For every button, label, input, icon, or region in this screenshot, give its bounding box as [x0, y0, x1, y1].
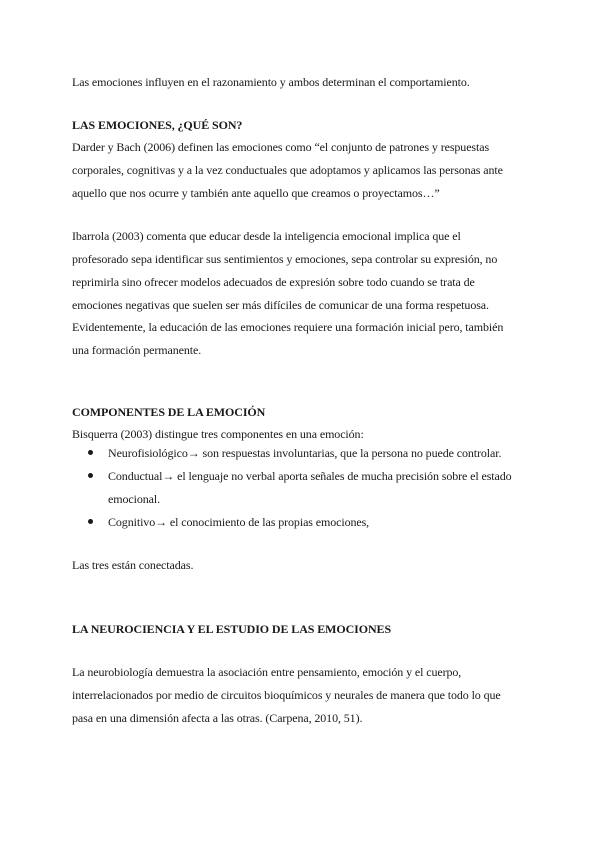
list-item: Neurofisiológico→ son respuestas involuntarias, que la persona no puede controlar. [108, 446, 502, 460]
bullet-icon [88, 473, 93, 478]
section-heading-neurociencia: LA NEUROCIENCIA Y EL ESTUDIO DE LAS EMOCIONES [72, 622, 392, 636]
paragraph-line: Las tres están conectadas. [72, 558, 194, 572]
paragraph-line: corporales, cognitivas y a la vez conductuales que adoptamos y aplicamos las personas ante [72, 163, 503, 177]
paragraph-line: Darder y Bach (2006) definen las emociones como “el conjunto de patrones y respuestas [72, 140, 490, 154]
paragraph-line: reprimirla sino ofrecer modelos adecuados de expresión sobre todo cuando se trata de [72, 275, 475, 289]
list-item: Cognitivo→ el conocimiento de las propias emociones, [108, 515, 370, 529]
bullet-icon [88, 450, 93, 455]
paragraph-line: Ibarrola (2003) comenta que educar desde la inteligencia emocional implica que el [72, 229, 461, 243]
paragraph-line: interrelacionados por medio de circuitos bioquímicos y neurales de manera que todo lo que [72, 688, 501, 702]
section-heading-emociones: LAS EMOCIONES, ¿QUÉ SON? [72, 118, 243, 132]
section-heading-componentes: COMPONENTES DE LA EMOCIÓN [72, 405, 266, 419]
intro-paragraph: Las emociones influyen en el razonamiento y ambos determinan el comportamiento. [72, 75, 470, 89]
bullet-icon [88, 519, 93, 524]
paragraph-line: aquello que nos ocurre y también ante aquello que creamos o proyectamos…” [72, 186, 440, 200]
paragraph-line: Bisquerra (2003) distingue tres componentes en una emoción: [72, 427, 364, 441]
paragraph-line: emociones negativas que suelen ser más difíciles de comunicar de una forma respetuosa. [72, 298, 489, 312]
list-item: Conductual→ el lenguaje no verbal aporta señales de mucha precisión sobre el estado [108, 469, 512, 483]
paragraph-line: pasa en una dimensión afecta a las otras. (Carpena, 2010, 51). [72, 711, 363, 725]
paragraph-line: Evidentemente, la educación de las emociones requiere una formación inicial pero, también [72, 320, 504, 334]
paragraph-line: una formación permanente. [72, 343, 202, 357]
list-item-continuation: emocional. [108, 492, 160, 506]
paragraph-line: profesorado sepa identificar sus sentimientos y emociones, sepa controlar su expresión, no [72, 252, 498, 266]
paragraph-line: La neurobiología demuestra la asociación entre pensamiento, emoción y el cuerpo, [72, 665, 462, 679]
